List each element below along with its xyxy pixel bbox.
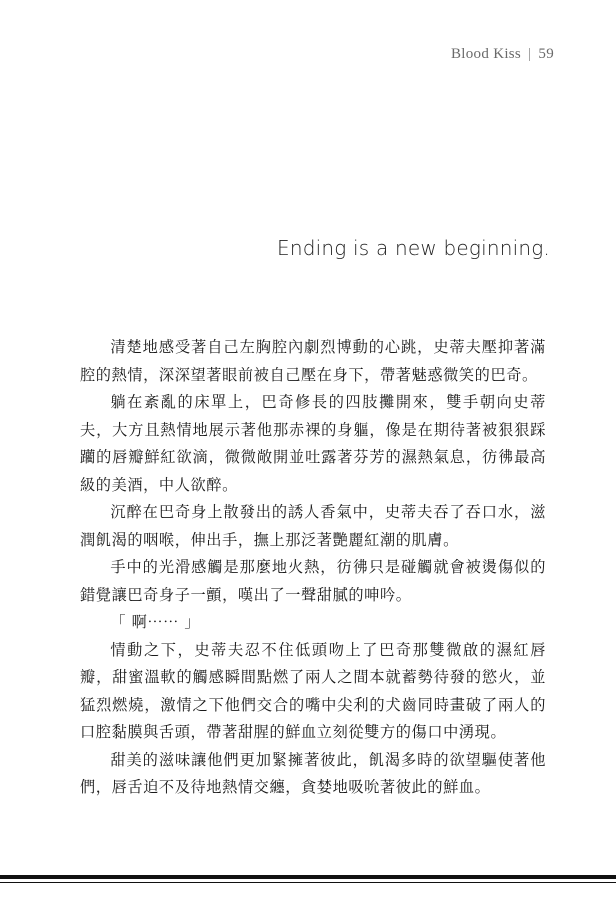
footer-rule: [0, 875, 616, 883]
dialogue-line: 「 啊⋯⋯ 」: [110, 613, 201, 631]
footer-rule-thin: [0, 882, 616, 883]
paragraph: 手中的光滑感觸是那麼地火熱，彷彿只是碰觸就會被燙傷似的錯覺讓巴奇身子一顫，嘆出了一聲甜膩的呻吟。: [80, 558, 546, 604]
body-text: [80, 334, 546, 802]
paragraph: 甜美的滋味讓他們更加緊擁著彼此，飢渴多時的欲望驅使著他們，唇舌迫不及待地熱情交纏，貪婪地吸吮著彼此的鮮血。: [80, 750, 546, 796]
paragraph: 沉醉在巴奇身上散發出的誘人香氣中，史蒂夫吞了吞口水，滋潤飢渴的咽喉，伸出手，撫上那泛著艷麗紅潮的肌膚。: [80, 503, 546, 549]
page-number: 59: [538, 46, 554, 62]
book-title: Blood Kiss: [450, 46, 522, 62]
running-header: [451, 46, 554, 63]
paragraph: 情動之下，史蒂夫忍不住低頭吻上了巴奇那雙微啟的濕紅唇瓣，甜蜜溫軟的觸感瞬間點燃了兩人之間本就蓄勢待發的慾火，並猛烈燃燒，激情之下他們交合的嘴中尖利的犬齒同時畫破了兩人的口腔黏膜與舌頭，帶著甜腥的鮮血立刻從雙方的傷口中湧現。: [80, 640, 546, 741]
chapter-title: Ending is a new beginning.: [277, 236, 550, 260]
header-separator: |: [528, 46, 532, 62]
footer-rule-thick: [0, 875, 616, 879]
paragraph: 清楚地感受著自己左胸腔內劇烈博動的心跳，史蒂夫壓抑著滿腔的熱情，深深望著眼前被自己壓在身下，帶著魅惑微笑的巴奇。: [80, 338, 546, 384]
paragraph: 躺在紊亂的床單上，巴奇修長的四肢攤開來，雙手朝向史蒂夫，大方且熱情地展示著他那赤裸的身軀，像是在期待著被狠狠踩躪的唇瓣鮮紅欲滴，微微敞開並吐露著芬芳的濕熱氣息，彷彿最高級的美酒，中人欲醉。: [80, 393, 546, 494]
